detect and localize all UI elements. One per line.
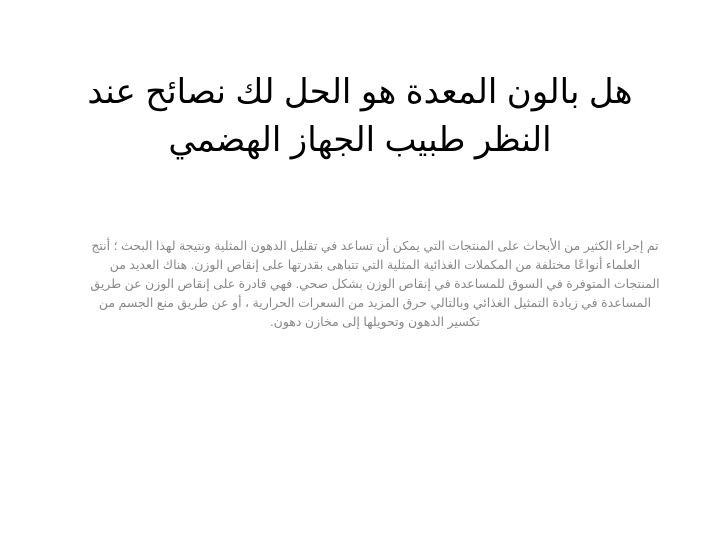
slide-body-text: تم إجراء الكثير من الأبحاث على المنتجات التي يمكن أن تساعد في تقليل الدهون المثلية ونتيجة لهذا البحث ؛ أنتج العلماء أنواعًا مختلفة من المكملات الغذائية المثلية التي تتباهى بقدرتها على إنقاص الوزن. هناك العديد من المنتجات المتوفرة في السوق للمساعدة في إنقاص الوزن بشكل صحي. فهي قادرة على إنقاص الوزن عن طريق المساعدة في زيادة التمثيل الغذائي وبالتالي حرق المزيد من السعرات الحرارية ، أو عن طريق منع الجسم من تكسير الدهون وتحويلها إلى مخازن دهون. — [90, 239, 660, 329]
slide-title: هل بالون المعدة هو الحل لك نصائح عند النظر طبيب الجهاز الهضمي — [87, 73, 633, 159]
